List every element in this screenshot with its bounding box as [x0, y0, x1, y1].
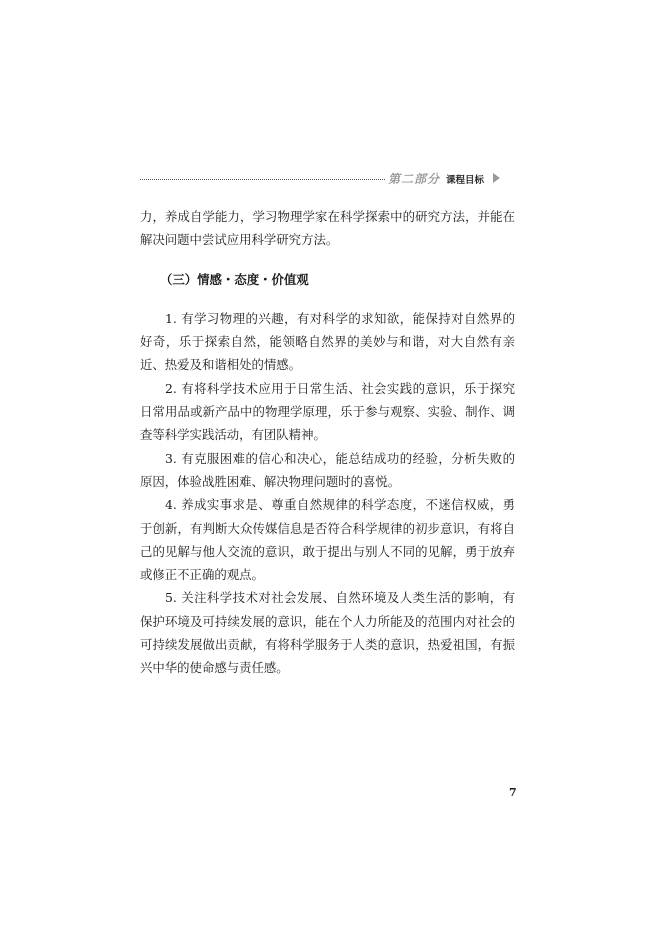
objective-item-2: 2. 有将科学技术应用于日常生活、社会实践的意识，乐于探究日常用品或新产品中的物理学原理，乐于参与观察、实验、制作、调查等科学实践活动，有团队精神。 — [140, 380, 515, 443]
header-arrow-icon — [493, 173, 500, 183]
objective-item-4: 4. 养成实事求是、尊重自然规律的科学态度，不迷信权威，勇于创新，有判断大众传媒信息是否符合科学规律的初步意识，有将自己的见解与他人交流的意识，敢于提出与别人不同的见解，勇于放弃或修正不正确的观点。 — [140, 497, 515, 583]
page-number: 7 — [509, 786, 517, 799]
page-body — [140, 205, 515, 680]
objective-item-1: 1. 有学习物理的兴趣，有对科学的求知欲，能保持对自然界的好奇，乐于探索自然，能领略自然界的美妙与和谐，对大自然有亲近、热爱及和谐相处的情感。 — [140, 310, 515, 373]
objective-item-5: 5. 关注科学技术对社会发展、自然环境及人类生活的影响，有保护环境及可持续发展的意识，能在个人力所能及的范围内对社会的可持续发展做出贡献，有将科学服务于人类的意识，热爱祖国，有振兴中华的使命感与责任感。 — [140, 590, 515, 676]
section-heading: （三）情感・态度・价值观 — [160, 271, 309, 287]
header-part-label: 第二部分 — [388, 172, 441, 186]
header-section-label: 课程目标 — [446, 175, 485, 186]
objective-item-3: 3. 有克服困难的信心和决心，能总结成功的经验，分析失败的原因，体验战胜困难、解决物理问题时的喜悦。 — [140, 450, 515, 489]
header-rule — [140, 179, 385, 180]
continuation-paragraph: 力，养成自学能力，学习物理学家在科学探索中的研究方法，并能在解决问题中尝试应用科学研究方法。 — [140, 209, 515, 248]
